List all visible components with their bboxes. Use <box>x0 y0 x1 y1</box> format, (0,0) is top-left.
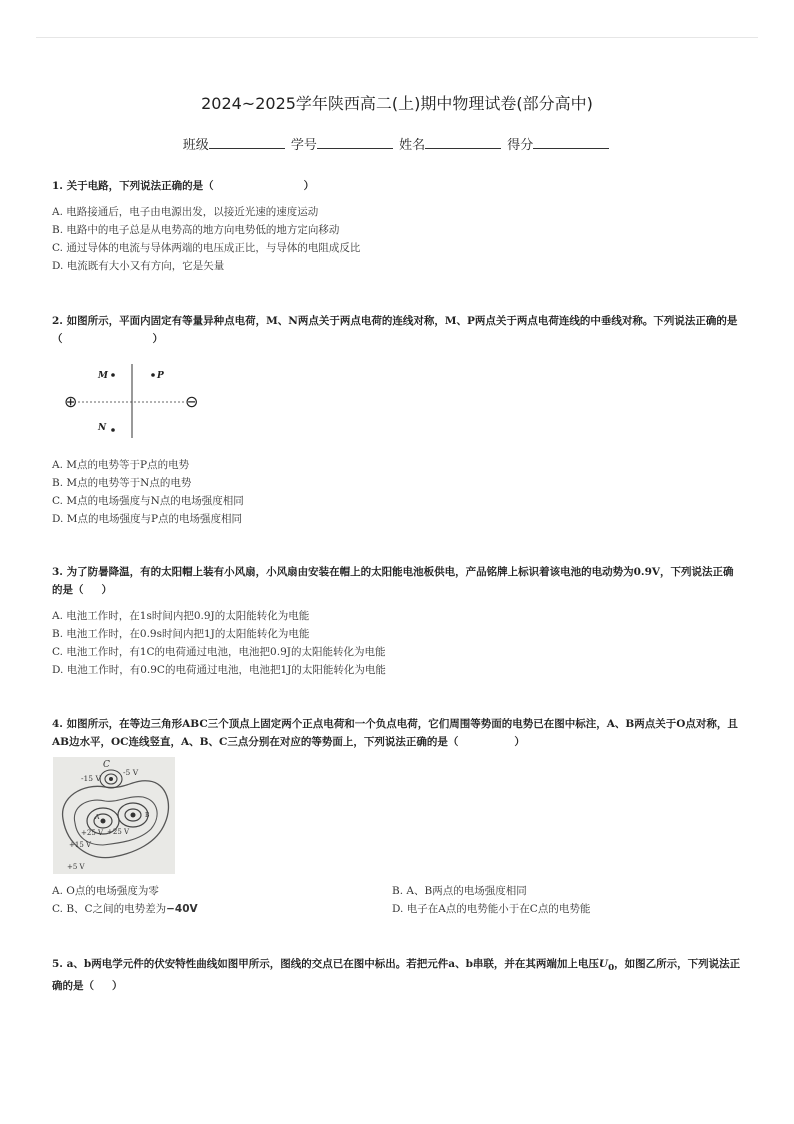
label-pos25-right: +25 V <box>107 828 130 836</box>
charges-figure <box>58 360 208 442</box>
voltage-subscript: 0 <box>608 963 615 974</box>
negative-charge-icon: ⊖ <box>185 392 199 411</box>
point-n-dot <box>111 428 115 432</box>
question-3 <box>52 563 742 679</box>
option-c: C. B、C之间的电势差为−40V <box>52 903 198 915</box>
id-blank <box>317 136 393 149</box>
name-label: 姓名 <box>399 138 426 153</box>
score-blank <box>533 136 609 149</box>
point-c-label: C <box>103 760 110 770</box>
page-title: 2024~2025学年陕西高二(上)期中物理试卷(部分高中) <box>201 94 593 113</box>
name-blank <box>425 136 501 149</box>
point-p-label: P <box>157 371 164 381</box>
question-stem: 4. 如图所示，在等边三角形ABC三个顶点上固定两个正点电荷和一个负点电荷，它们周围等势面的电势已在图中标注，A、B两点关于O点对称，且AB边水平，OC连线竖直，A、B、C三点分别在对应的等势面上，下列说法正确的是（ ） <box>52 718 738 748</box>
option-d: D. 电子在A点的电势能小于在C点的电势能 <box>392 903 591 915</box>
label-neg15: -15 V <box>81 774 101 783</box>
score-label: 得分 <box>507 138 534 153</box>
class-blank <box>209 136 285 149</box>
question-stem: 5. a、b两电学元件的伏安特性曲线如图甲所示，图线的交点已在图中标出。若把元件a、b串联，并在其两端加上电压$U_0$，如图乙所示，下列说法正确的是（ ） <box>52 958 741 993</box>
option-b: B. A、B两点的电场强度相同 <box>392 885 527 897</box>
point-m-label: M <box>98 371 108 381</box>
option-a: A. M点的电势等于P点的电势 <box>52 459 190 471</box>
question-stem: 2. 如图所示，平面内固定有等量异种点电荷，M、N两点关于两点电荷的连线对称，M、P两点关于两点电荷连线的中垂线对称。下列说法正确的是（ ） <box>52 315 738 345</box>
equipotential-figure <box>53 757 175 874</box>
option-d: D. M点的电场强度与P点的电场强度相同 <box>52 513 243 525</box>
question-2-options <box>52 456 742 528</box>
id-label: 学号 <box>290 138 317 153</box>
question-stem: 3. 为了防暑降温，有的太阳帽上装有小风扇，小风扇由安装在帽上的太阳能电池板供电，产品铭牌上标识着该电池的电动势为0.9V，下列说法正确的是（ ） <box>52 566 734 596</box>
positive-charge-icon: ⊕ <box>64 392 78 411</box>
label-pos15: +15 V <box>69 841 92 849</box>
option-b: B. 电池工作时，在0.9s时间内把1J的太阳能转化为电能 <box>52 628 310 640</box>
option-b: B. 电路中的电子总是从电势高的地方向电势低的地方定向移动 <box>52 224 340 236</box>
point-a-label: A <box>95 814 100 821</box>
question-stem: 1. 关于电路，下列说法正确的是（ ） <box>52 180 315 192</box>
question-4-options <box>52 882 742 918</box>
option-b: B. M点的电势等于N点的电势 <box>52 477 192 489</box>
point-b-label: B <box>145 812 150 819</box>
option-c: C. 电池工作时，有1C的电荷通过电池，电池把0.9J的太阳能转化为电能 <box>52 646 386 658</box>
question-2 <box>52 312 742 348</box>
option-c-value: −40V <box>166 903 198 915</box>
question-5 <box>52 955 742 995</box>
class-label: 班级 <box>182 138 209 153</box>
label-pos25-left: +25 V <box>81 829 104 837</box>
student-info-line <box>0 134 794 153</box>
point-p-dot <box>151 373 155 377</box>
label-neg5: -5 V <box>123 768 139 777</box>
option-d: D. 电池工作时，有0.9C的电荷通过电池，电池把1J的太阳能转化为电能 <box>52 664 386 676</box>
option-a: A. O点的电场强度为零 <box>52 885 159 897</box>
option-d: D. 电流既有大小又有方向，它是矢量 <box>52 260 225 272</box>
option-c: C. 通过导体的电流与导体两端的电压成正比，与导体的电阻成反比 <box>52 242 361 254</box>
question-1 <box>52 177 742 275</box>
label-pos5: +5 V <box>67 863 85 871</box>
point-m-dot <box>111 373 115 377</box>
header-divider <box>36 37 758 38</box>
option-a: A. 电池工作时，在1s时间内把0.9J的太阳能转化为电能 <box>52 610 310 622</box>
option-a: A. 电路接通后，电子由电源出发，以接近光速的速度运动 <box>52 206 319 218</box>
option-c: C. M点的电场强度与N点的电场强度相同 <box>52 495 244 507</box>
question-4 <box>52 715 742 751</box>
point-n-label: N <box>98 423 107 433</box>
voltage-symbol: U <box>598 958 609 970</box>
